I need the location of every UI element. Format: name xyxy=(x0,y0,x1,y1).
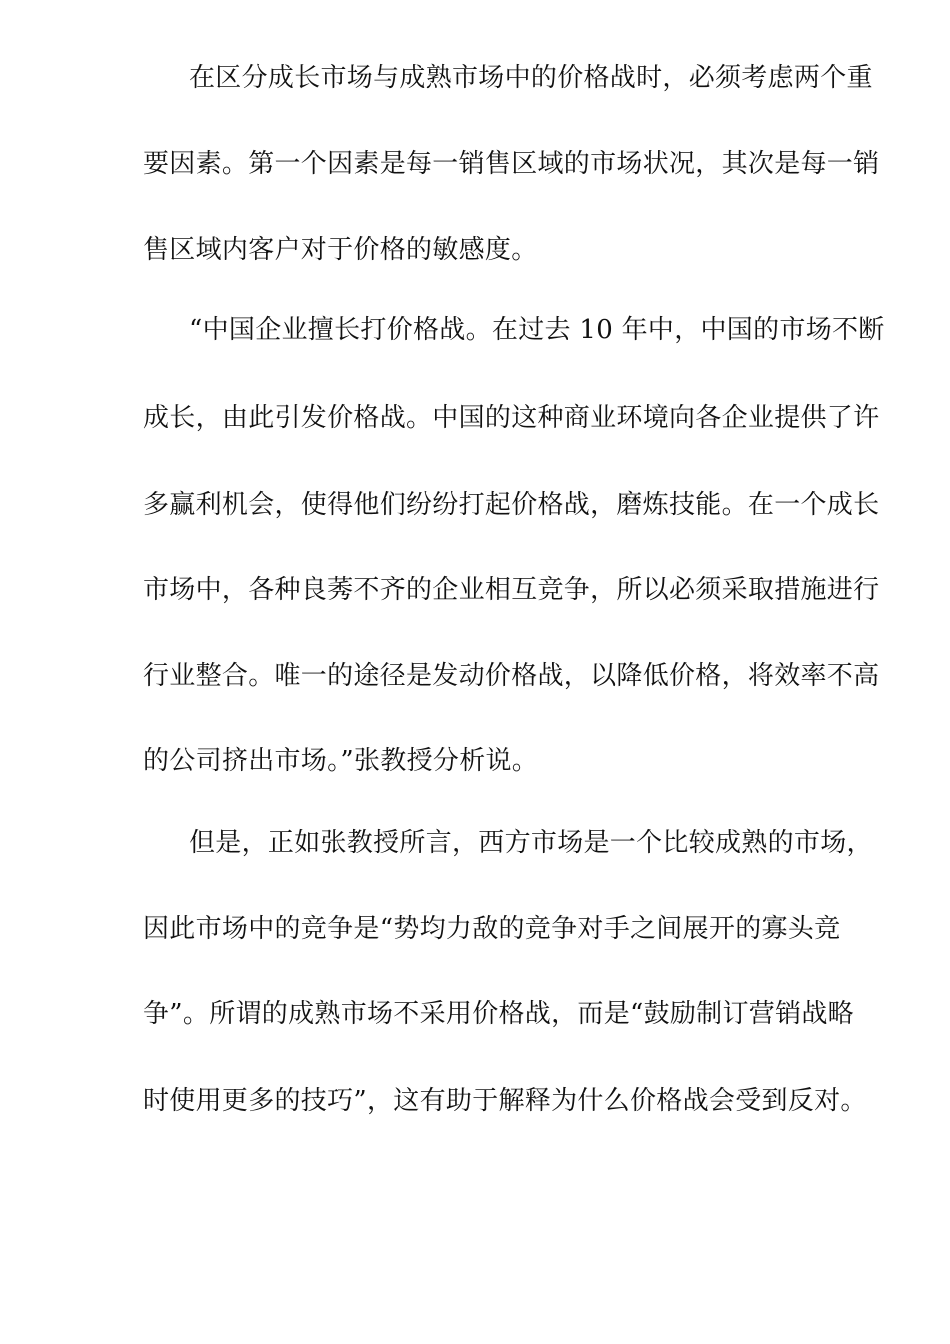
paragraph-3-line-4: 时使用更多的技巧”，这有助于解释为什么价格战会受到反对。 xyxy=(143,1086,867,1116)
paragraph-3-line-1: 但是，正如张教授所言，西方市场是一个比较成熟的市场， xyxy=(189,828,873,858)
paragraph-1-line-3: 售区域内客户对于价格的敏感度。 xyxy=(143,235,538,265)
paragraph-2-line-2: 成长，由此引发价格战。中国的这种商业环境向各企业提供了许 xyxy=(143,403,880,433)
paragraph-3-line-3: 争”。所谓的成熟市场不采用价格战，而是“鼓励制订营销战略 xyxy=(143,999,854,1029)
paragraph-2-line-5: 行业整合。唯一的途径是发动价格战，以降低价格，将效率不高 xyxy=(143,661,880,691)
paragraph-2-line-3: 多赢利机会，使得他们纷纷打起价格战，磨炼技能。在一个成长 xyxy=(143,490,880,520)
paragraph-2-line-4: 市场中，各种良莠不齐的企业相互竞争，所以必须采取措施进行 xyxy=(143,575,880,605)
paragraph-2-line-6: 的公司挤出市场。”张教授分析说。 xyxy=(143,746,539,776)
paragraph-1-line-1: 在区分成长市场与成熟市场中的价格战时，必须考虑两个重 xyxy=(189,63,873,93)
paragraph-2-line-1: “中国企业擅长打价格战。在过去 10 年中，中国的市场不断 xyxy=(189,315,885,345)
paragraph-3-line-2: 因此市场中的竞争是“势均力敌的竞争对手之间展开的寡头竞 xyxy=(143,914,841,944)
paragraph-1-line-2: 要因素。第一个因素是每一销售区域的市场状况，其次是每一销 xyxy=(143,149,880,179)
